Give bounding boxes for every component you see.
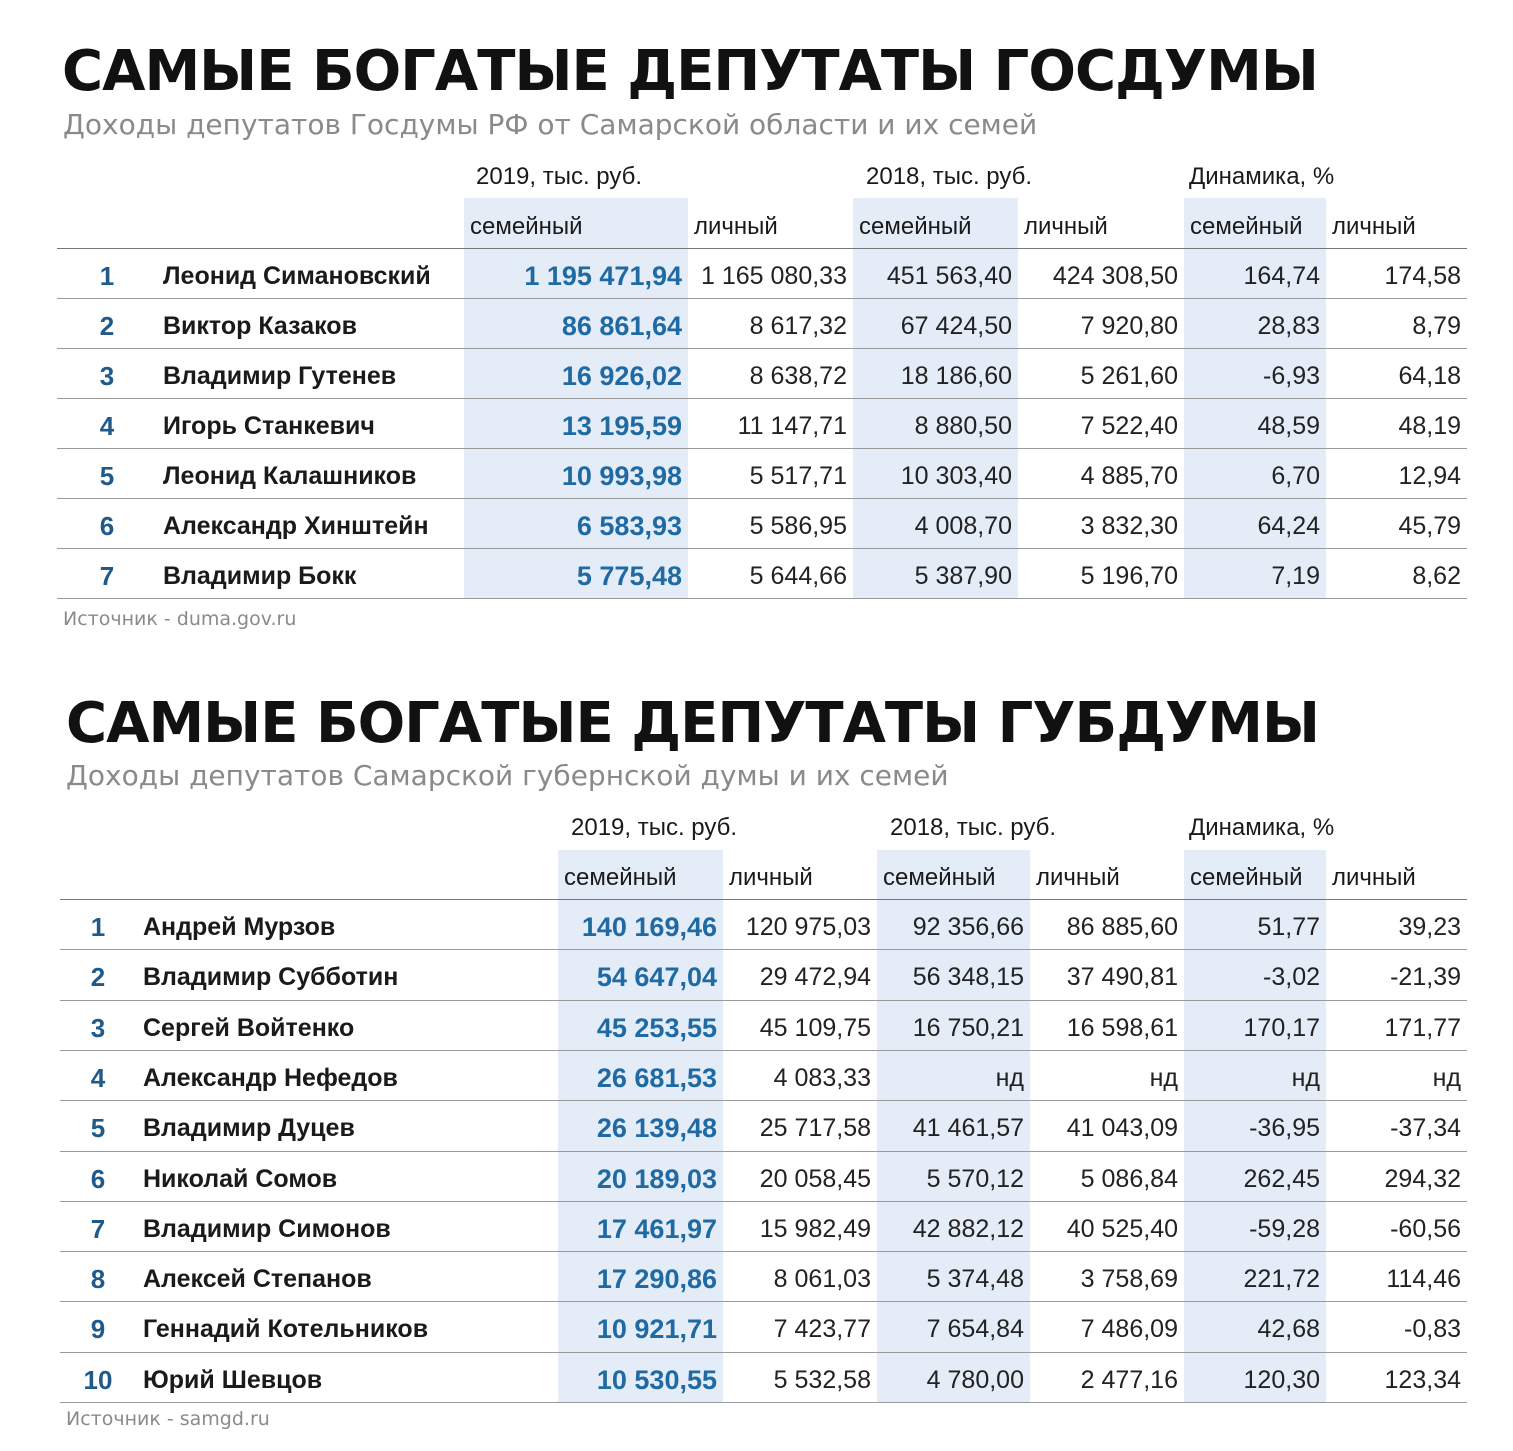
- column-subheader: семейный: [470, 213, 583, 240]
- gubduma-source: Источник - samgd.ru: [66, 1408, 270, 1430]
- value-cell: -59,28: [1249, 1214, 1320, 1243]
- deputy-name: Владимир Гутенев: [163, 362, 397, 390]
- value-cell: 120,30: [1243, 1365, 1320, 1394]
- column-subheader: семейный: [1190, 213, 1303, 240]
- deputy-name: Игорь Станкевич: [163, 412, 375, 440]
- value-cell: 5 586,95: [749, 512, 847, 540]
- family-income-2019: 1 195 471,94: [524, 261, 682, 291]
- value-cell: 8,79: [1412, 312, 1461, 340]
- value-cell: 4 083,33: [773, 1063, 871, 1092]
- value-cell: 48,19: [1398, 412, 1461, 440]
- row-rank: 1: [99, 261, 115, 291]
- value-cell: 164,74: [1243, 262, 1320, 290]
- value-cell: 120 975,03: [745, 913, 871, 941]
- deputy-name: Геннадий Котельников: [143, 1315, 429, 1344]
- row-rank: 3: [90, 1012, 106, 1043]
- row-rank: 1: [90, 912, 106, 942]
- value-cell: 170,17: [1243, 1013, 1320, 1042]
- value-cell: 28,83: [1257, 312, 1320, 340]
- family-income-2019: 10 993,98: [561, 461, 682, 491]
- family-income-2019: 10 530,55: [596, 1364, 717, 1395]
- value-cell: 56 348,15: [912, 963, 1024, 992]
- table-row: [0, 1204, 1513, 1254]
- value-cell: -21,39: [1390, 963, 1461, 992]
- value-cell: 5 196,70: [1080, 562, 1178, 590]
- value-cell: 8,62: [1412, 562, 1461, 590]
- value-cell: 25 717,58: [759, 1114, 871, 1143]
- family-income-2019: 86 861,64: [561, 311, 682, 341]
- value-cell: 51,77: [1257, 913, 1320, 941]
- row-rank: 7: [90, 1213, 106, 1244]
- column-subheader: семейный: [1190, 864, 1303, 891]
- value-cell: 6,70: [1271, 462, 1320, 490]
- deputy-name: Юрий Шевцов: [143, 1365, 323, 1394]
- row-divider: [57, 448, 1467, 449]
- family-income-2019: 17 461,97: [596, 1213, 717, 1244]
- value-cell: 16 750,21: [912, 1013, 1024, 1042]
- value-cell: 92 356,66: [912, 913, 1024, 941]
- value-cell: 5 374,48: [926, 1265, 1024, 1294]
- value-cell: 20 058,45: [759, 1164, 871, 1193]
- value-cell: 2 477,16: [1080, 1365, 1178, 1394]
- deputy-name: Алексей Степанов: [143, 1265, 372, 1294]
- family-income-2019: 26 139,48: [596, 1113, 717, 1144]
- family-income-2019: 10 921,71: [596, 1314, 717, 1345]
- row-divider: [60, 1000, 1467, 1001]
- deputy-name: Николай Сомов: [143, 1164, 338, 1193]
- row-rank: 10: [83, 1364, 113, 1395]
- deputy-name: Александр Хинштейн: [163, 512, 429, 540]
- value-cell: -60,56: [1390, 1214, 1461, 1243]
- column-group-header: Динамика, %: [1189, 163, 1335, 190]
- value-cell: -3,02: [1263, 963, 1320, 992]
- column-subheader: семейный: [883, 864, 996, 891]
- value-cell: 171,77: [1384, 1013, 1461, 1042]
- column-subheader: личный: [1024, 213, 1108, 240]
- deputy-name: Владимир Симонов: [143, 1214, 391, 1243]
- deputy-name: Александр Нефедов: [143, 1063, 398, 1092]
- value-cell: нд: [1291, 1063, 1320, 1092]
- row-divider: [57, 498, 1467, 499]
- row-rank: 4: [99, 411, 115, 441]
- value-cell: 262,45: [1243, 1164, 1320, 1193]
- row-divider: [57, 348, 1467, 349]
- row-divider: [60, 1251, 1467, 1252]
- family-income-2019: 6 583,93: [576, 511, 682, 541]
- value-cell: 114,46: [1386, 1265, 1461, 1294]
- value-cell: 7,19: [1271, 562, 1320, 590]
- value-cell: 5 086,84: [1080, 1164, 1178, 1193]
- gosduma-title: САМЫЕ БОГАТЫЕ ДЕПУТАТЫ ГОСДУМЫ: [62, 39, 1318, 104]
- value-cell: 8 880,50: [914, 412, 1012, 440]
- row-rank: 5: [99, 461, 115, 491]
- value-cell: 3 758,69: [1080, 1265, 1178, 1294]
- value-cell: 7 920,80: [1080, 312, 1178, 340]
- deputy-name: Владимир Субботин: [143, 963, 399, 992]
- value-cell: нд: [995, 1063, 1024, 1092]
- family-income-2019: 26 681,53: [596, 1062, 717, 1093]
- gosduma-source: Источник - duma.gov.ru: [63, 608, 297, 630]
- row-rank: 9: [90, 1314, 106, 1345]
- deputy-name: Леонид Калашников: [163, 462, 417, 490]
- value-cell: 86 885,60: [1066, 913, 1178, 941]
- row-divider: [57, 398, 1467, 399]
- value-cell: 4 008,70: [914, 512, 1012, 540]
- family-income-2019: 20 189,03: [596, 1163, 717, 1194]
- deputy-name: Леонид Симановский: [163, 262, 431, 290]
- gubduma-subtitle: Доходы депутатов Самарской губернской думы и их семей: [66, 759, 949, 792]
- value-cell: 221,72: [1243, 1265, 1320, 1294]
- value-cell: 5 387,90: [914, 562, 1012, 590]
- row-rank: 2: [90, 962, 106, 993]
- deputy-name: Андрей Мурзов: [143, 913, 336, 941]
- table-row: [0, 1304, 1513, 1354]
- table-row: [0, 501, 1513, 551]
- row-divider: [60, 1151, 1467, 1152]
- gubduma-title: САМЫЕ БОГАТЫЕ ДЕПУТАТЫ ГУБДУМЫ: [66, 691, 1319, 756]
- value-cell: 294,32: [1384, 1164, 1461, 1193]
- deputy-name: Сергей Войтенко: [143, 1013, 355, 1042]
- family-income-2019: 5 775,48: [576, 561, 682, 591]
- row-divider: [60, 1301, 1467, 1302]
- value-cell: -0,83: [1404, 1315, 1461, 1344]
- column-subheader: личный: [1036, 864, 1120, 891]
- family-income-2019: 16 926,02: [561, 361, 682, 391]
- value-cell: 8 061,03: [773, 1265, 871, 1294]
- value-cell: 7 654,84: [926, 1315, 1024, 1344]
- table-row: [0, 1154, 1513, 1204]
- gosduma-subtitle: Доходы депутатов Госдумы РФ от Самарской области и их семей: [63, 108, 1038, 141]
- value-cell: -36,95: [1249, 1114, 1320, 1143]
- value-cell: 5 532,58: [773, 1365, 871, 1394]
- table-row: [0, 551, 1513, 601]
- value-cell: 48,59: [1257, 412, 1320, 440]
- value-cell: 1 165 080,33: [701, 262, 847, 290]
- value-cell: 39,23: [1398, 913, 1461, 941]
- family-income-2019: 140 169,46: [581, 912, 717, 942]
- value-cell: 10 303,40: [900, 462, 1012, 490]
- row-divider: [57, 548, 1467, 549]
- value-cell: 12,94: [1398, 462, 1461, 490]
- value-cell: 4 780,00: [926, 1365, 1024, 1394]
- family-income-2019: 17 290,86: [596, 1264, 717, 1295]
- row-rank: 6: [99, 511, 115, 541]
- value-cell: нд: [1149, 1063, 1178, 1092]
- row-divider: [60, 949, 1467, 950]
- column-subheader: личный: [694, 213, 778, 240]
- value-cell: 41 043,09: [1066, 1114, 1178, 1143]
- row-divider: [57, 298, 1467, 299]
- column-group-header: 2018, тыс. руб.: [866, 163, 1033, 190]
- header-divider: [60, 899, 1467, 900]
- value-cell: 42 882,12: [912, 1214, 1024, 1243]
- row-rank: 3: [99, 361, 115, 391]
- value-cell: 15 982,49: [759, 1214, 871, 1243]
- table-row: [0, 301, 1513, 351]
- value-cell: 8 617,32: [749, 312, 847, 340]
- table-row: [0, 351, 1513, 401]
- value-cell: 11 147,71: [737, 412, 847, 440]
- value-cell: 5 261,60: [1080, 362, 1178, 390]
- table-row: [0, 1355, 1513, 1405]
- row-divider: [60, 1201, 1467, 1202]
- value-cell: 123,34: [1384, 1365, 1461, 1394]
- value-cell: 5 570,12: [926, 1164, 1024, 1193]
- row-rank: 2: [99, 311, 115, 341]
- row-rank: 7: [99, 561, 115, 591]
- family-income-2019: 54 647,04: [596, 962, 717, 993]
- value-cell: 7 423,77: [773, 1315, 871, 1344]
- column-group-header: 2018, тыс. руб.: [890, 814, 1057, 841]
- value-cell: 7 522,40: [1080, 412, 1178, 440]
- value-cell: 67 424,50: [900, 312, 1012, 340]
- row-rank: 6: [90, 1163, 106, 1194]
- family-income-2019: 45 253,55: [596, 1012, 717, 1043]
- value-cell: 37 490,81: [1066, 963, 1178, 992]
- value-cell: 45 109,75: [759, 1013, 871, 1042]
- value-cell: 40 525,40: [1066, 1214, 1178, 1243]
- deputy-name: Виктор Казаков: [163, 312, 357, 340]
- value-cell: -37,34: [1390, 1114, 1461, 1143]
- deputy-name: Владимир Бокк: [163, 562, 357, 590]
- value-cell: 451 563,40: [886, 262, 1012, 290]
- column-group-header: 2019, тыс. руб.: [476, 163, 643, 190]
- value-cell: 42,68: [1257, 1315, 1320, 1344]
- table-row: [0, 1103, 1513, 1153]
- value-cell: 16 598,61: [1066, 1013, 1178, 1042]
- value-cell: 4 885,70: [1080, 462, 1178, 490]
- value-cell: 8 638,72: [749, 362, 847, 390]
- table-row: [0, 451, 1513, 501]
- column-subheader: личный: [1332, 864, 1416, 891]
- value-cell: 424 308,50: [1052, 262, 1178, 290]
- header-divider: [57, 248, 1467, 249]
- column-subheader: семейный: [564, 864, 677, 891]
- value-cell: 45,79: [1398, 512, 1461, 540]
- row-divider: [60, 1352, 1467, 1353]
- table-row: [0, 902, 1513, 952]
- table-row: [0, 1254, 1513, 1304]
- row-divider: [60, 1050, 1467, 1051]
- value-cell: 5 517,71: [749, 462, 847, 490]
- deputy-name: Владимир Дуцев: [143, 1114, 355, 1143]
- value-cell: 64,24: [1257, 512, 1320, 540]
- table-row: [0, 401, 1513, 451]
- value-cell: 29 472,94: [759, 963, 871, 992]
- table-row: [0, 1053, 1513, 1103]
- value-cell: -6,93: [1263, 362, 1320, 390]
- row-rank: 4: [90, 1062, 106, 1093]
- column-subheader: личный: [729, 864, 813, 891]
- table-row: [0, 952, 1513, 1002]
- column-subheader: личный: [1332, 213, 1416, 240]
- column-group-header: 2019, тыс. руб.: [571, 814, 738, 841]
- family-income-2019: 13 195,59: [561, 411, 682, 441]
- value-cell: 5 644,66: [749, 562, 847, 590]
- value-cell: 64,18: [1398, 362, 1461, 390]
- value-cell: 41 461,57: [912, 1114, 1024, 1143]
- row-divider: [57, 598, 1467, 599]
- column-subheader: семейный: [859, 213, 972, 240]
- row-divider: [60, 1100, 1467, 1101]
- row-rank: 5: [90, 1113, 106, 1144]
- value-cell: нд: [1432, 1063, 1461, 1092]
- column-group-header: Динамика, %: [1189, 814, 1335, 841]
- table-row: [0, 251, 1513, 301]
- value-cell: 3 832,30: [1080, 512, 1178, 540]
- value-cell: 174,58: [1384, 262, 1461, 290]
- row-divider: [60, 1402, 1467, 1403]
- value-cell: 18 186,60: [900, 362, 1012, 390]
- row-rank: 8: [90, 1264, 106, 1295]
- table-row: [0, 1003, 1513, 1053]
- value-cell: 7 486,09: [1080, 1315, 1178, 1344]
